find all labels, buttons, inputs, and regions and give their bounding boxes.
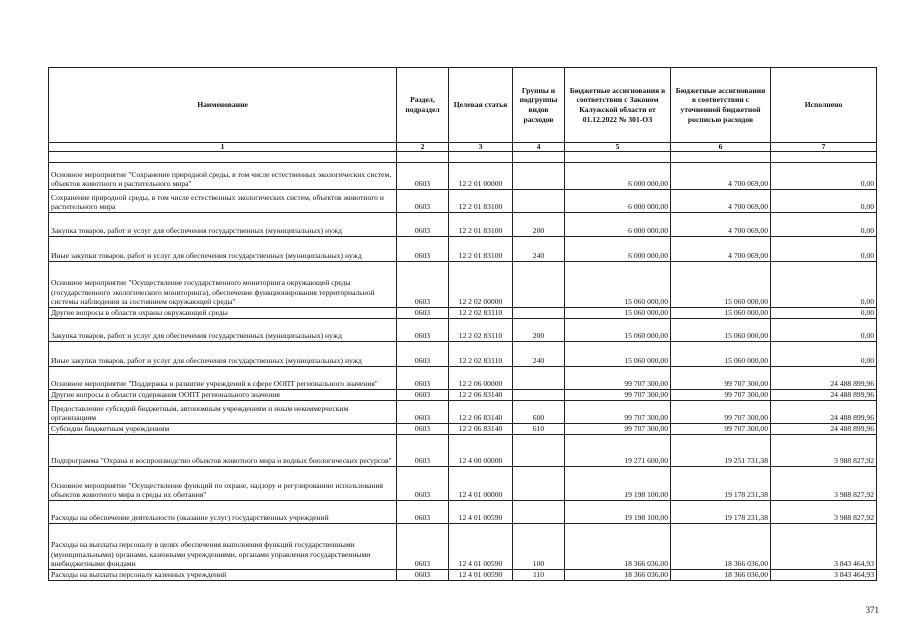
row-group-cell (513, 367, 565, 390)
row-article-cell: 12 2 06 00000 (449, 367, 513, 390)
row-name-cell: Субсидии бюджетным учреждениям (49, 424, 397, 435)
table-row (49, 390, 877, 401)
table-row (49, 501, 877, 524)
row-article-cell: 12 2 06 83140 (449, 424, 513, 435)
row-article-cell: 12 2 06 83140 (449, 390, 513, 401)
row-revised-cell: 15 060 000,00 (671, 262, 771, 308)
table-row (49, 342, 877, 367)
table-body (49, 152, 877, 581)
table-row (49, 424, 877, 435)
row-name-cell: Закупка товаров, работ и услуг для обеспечения государственных (муниципальных) нужд (49, 213, 397, 237)
row-budget-cell: 6 000 000,00 (565, 163, 671, 190)
row-revised-cell: 19 251 731,38 (671, 435, 771, 467)
row-name-cell: Иные закупки товаров, работ и услуг для обеспечения государственных (муниципальных) нужд (49, 237, 397, 262)
row-group-cell (513, 163, 565, 190)
row-executed-cell: 24 488 899,96 (771, 401, 877, 424)
page-number: 371 (865, 605, 879, 615)
column-number: 1 (49, 143, 397, 152)
row-budget-cell: 15 060 000,00 (565, 308, 671, 319)
row-name-cell: Другие вопросы в области охраны окружающей среды (49, 308, 397, 319)
row-executed-cell: 0,00 (771, 342, 877, 367)
row-revised-cell: 15 060 000,00 (671, 308, 771, 319)
table-row (49, 237, 877, 262)
table-row (49, 401, 877, 424)
row-revised-cell: 99 707 300,00 (671, 424, 771, 435)
table-row (49, 308, 877, 319)
row-group-cell (513, 467, 565, 501)
table-row (49, 524, 877, 570)
row-executed-cell: 0,00 (771, 262, 877, 308)
row-executed-cell: 3 843 464,93 (771, 570, 877, 581)
row-group-cell (513, 308, 565, 319)
row-article-cell: 12 2 02 83110 (449, 342, 513, 367)
row-section-cell: 0603 (397, 308, 449, 319)
row-executed-cell: 0,00 (771, 163, 877, 190)
row-budget-cell: 99 707 300,00 (565, 367, 671, 390)
row-article-cell: 12 4 01 00590 (449, 570, 513, 581)
table-row (49, 467, 877, 501)
row-executed-cell: 0,00 (771, 319, 877, 342)
row-group-cell: 240 (513, 237, 565, 262)
row-group-cell: 200 (513, 213, 565, 237)
row-executed-cell: 24 488 899,96 (771, 390, 877, 401)
row-revised-cell: 4 700 069,00 (671, 163, 771, 190)
column-number: 5 (565, 143, 671, 152)
row-name-cell: Расходы на выплаты персоналу в целях обеспечения выполнения функций государственными (муниципальными) органами, казенными учреждениями, органами управления государственными внебюджетными фондами (49, 524, 397, 570)
row-name-cell: Сохранение природной среды, в том числе естественных экологических систем, объектов животного и растительного мира (49, 190, 397, 213)
header-name: Наименование (49, 68, 397, 143)
row-section-cell: 0603 (397, 524, 449, 570)
row-budget-cell: 6 000 000,00 (565, 190, 671, 213)
row-group-cell: 610 (513, 424, 565, 435)
row-budget-cell: 19 198 100,00 (565, 501, 671, 524)
row-section-cell: 0603 (397, 467, 449, 501)
row-section-cell: 0603 (397, 342, 449, 367)
row-name-cell: Другие вопросы в области содержания ООПТ регионального значения (49, 390, 397, 401)
row-section-cell: 0603 (397, 390, 449, 401)
row-budget-cell: 19 198 100,00 (565, 467, 671, 501)
row-name-cell: Подпрограмма "Охрана и воспроизводство объектов животного мира и водных биологических ресурсов" (49, 435, 397, 467)
row-name-cell: Основное мероприятие "Осуществление государственного мониторинга окружающей среды (государственного экологического мониторинга), обеспечение функционирования территориальной системы наблюдения за состоянием окружающей среды" (49, 262, 397, 308)
table-row (49, 319, 877, 342)
row-executed-cell: 24 488 899,96 (771, 424, 877, 435)
row-name-cell: Основное мероприятие "Осуществление функций по охране, надзору и регулированию использования объектов животного мира и среды их обитания" (49, 467, 397, 501)
column-number: 2 (397, 143, 449, 152)
row-name-cell: Основное мероприятие "Поддержка и развитие учреждений в сфере ООПТ регионального значения" (49, 367, 397, 390)
row-revised-cell: 4 700 069,00 (671, 237, 771, 262)
row-budget-cell: 99 707 300,00 (565, 390, 671, 401)
row-article-cell: 12 2 01 83100 (449, 213, 513, 237)
row-revised-cell: 99 707 300,00 (671, 401, 771, 424)
table-row (49, 190, 877, 213)
row-revised-cell: 19 178 231,38 (671, 467, 771, 501)
row-name-cell: Расходы на выплаты персоналу казенных учреждений (49, 570, 397, 581)
row-group-cell: 100 (513, 524, 565, 570)
row-section-cell: 0603 (397, 237, 449, 262)
row-revised-cell: 18 366 036,00 (671, 524, 771, 570)
row-article-cell: 12 2 02 83110 (449, 319, 513, 342)
table-row (49, 367, 877, 390)
column-number: 6 (671, 143, 771, 152)
row-name-cell: Предоставление субсидий бюджетным, автономным учреждениям и иным некоммерческим организациям (49, 401, 397, 424)
header-expense-groups: Группы и подгруппы видов расходов (513, 68, 565, 143)
row-budget-cell: 18 366 036,00 (565, 524, 671, 570)
row-revised-cell: 18 366 036,00 (671, 570, 771, 581)
row-revised-cell: 99 707 300,00 (671, 367, 771, 390)
row-budget-cell: 18 366 036,00 (565, 570, 671, 581)
row-executed-cell: 3 988 827,92 (771, 501, 877, 524)
row-group-cell (513, 435, 565, 467)
row-executed-cell: 3 988 827,92 (771, 467, 877, 501)
row-budget-cell: 99 707 300,00 (565, 424, 671, 435)
row-group-cell: 600 (513, 401, 565, 424)
row-revised-cell: 15 060 000,00 (671, 319, 771, 342)
row-revised-cell: 15 060 000,00 (671, 342, 771, 367)
row-revised-cell: 99 707 300,00 (671, 390, 771, 401)
row-group-cell (513, 501, 565, 524)
header-budget-revised: Бюджетные ассигнования в соответствии с уточненной бюджетной росписью расходов (671, 68, 771, 143)
row-article-cell: 12 4 00 00000 (449, 435, 513, 467)
row-budget-cell: 6 000 000,00 (565, 237, 671, 262)
header-budget-law: Бюджетные ассигнования в соответствии с Законом Калужской области от 01.12.2022 № 301-ОЗ (565, 68, 671, 143)
row-article-cell: 12 4 01 00000 (449, 467, 513, 501)
row-section-cell: 0603 (397, 367, 449, 390)
row-group-cell: 240 (513, 342, 565, 367)
row-article-cell: 12 4 01 00590 (449, 501, 513, 524)
row-budget-cell: 15 060 000,00 (565, 262, 671, 308)
row-budget-cell: 6 000 000,00 (565, 213, 671, 237)
row-name-cell: Основное мероприятие "Сохранение природной среды, в том числе естественных экологических систем, объектов животного и растительного мира" (49, 163, 397, 190)
column-number: 3 (449, 143, 513, 152)
header-target-article: Целевая статья (449, 68, 513, 143)
column-number-row (49, 143, 877, 152)
row-executed-cell: 0,00 (771, 213, 877, 237)
row-revised-cell: 4 700 069,00 (671, 190, 771, 213)
row-section-cell: 0603 (397, 262, 449, 308)
row-article-cell: 12 2 02 83110 (449, 308, 513, 319)
header-executed: Исполнено (771, 68, 877, 143)
table-row (49, 262, 877, 308)
row-group-cell (513, 262, 565, 308)
row-budget-cell: 15 060 000,00 (565, 319, 671, 342)
row-section-cell: 0603 (397, 501, 449, 524)
row-section-cell: 0603 (397, 213, 449, 237)
table-row (49, 213, 877, 237)
row-article-cell: 12 2 02 00000 (449, 262, 513, 308)
row-executed-cell: 3 988 827,92 (771, 435, 877, 467)
header-section: Раздел, подраздел (397, 68, 449, 143)
row-budget-cell: 99 707 300,00 (565, 401, 671, 424)
row-budget-cell: 15 060 000,00 (565, 342, 671, 367)
row-executed-cell: 0,00 (771, 308, 877, 319)
row-executed-cell: 3 843 464,93 (771, 524, 877, 570)
row-article-cell: 12 2 01 83100 (449, 190, 513, 213)
table-header-row (49, 68, 877, 143)
column-number: 7 (771, 143, 877, 152)
row-section-cell: 0603 (397, 401, 449, 424)
column-number: 4 (513, 143, 565, 152)
row-group-cell: 200 (513, 319, 565, 342)
row-group-cell (513, 390, 565, 401)
row-section-cell: 0603 (397, 319, 449, 342)
row-executed-cell: 0,00 (771, 237, 877, 262)
row-section-cell: 0603 (397, 190, 449, 213)
row-name-cell: Закупка товаров, работ и услуг для обеспечения государственных (муниципальных) нужд (49, 319, 397, 342)
row-name-cell: Иные закупки товаров, работ и услуг для обеспечения государственных (муниципальных) нужд (49, 342, 397, 367)
row-article-cell: 12 2 01 83100 (449, 237, 513, 262)
row-executed-cell: 24 488 899,96 (771, 367, 877, 390)
row-article-cell: 12 4 01 00590 (449, 524, 513, 570)
table-row (49, 570, 877, 581)
table-row (49, 163, 877, 190)
row-revised-cell: 19 178 231,38 (671, 501, 771, 524)
row-group-cell: 110 (513, 570, 565, 581)
row-section-cell: 0603 (397, 570, 449, 581)
row-section-cell: 0603 (397, 163, 449, 190)
row-revised-cell: 4 700 069,00 (671, 213, 771, 237)
row-article-cell: 12 2 06 83140 (449, 401, 513, 424)
budget-execution-table (48, 67, 877, 581)
row-group-cell (513, 190, 565, 213)
row-section-cell: 0603 (397, 424, 449, 435)
row-name-cell: Расходы на обеспечение деятельности (оказание услуг) государственных учреждений (49, 501, 397, 524)
row-section-cell: 0603 (397, 435, 449, 467)
row-executed-cell: 0,00 (771, 190, 877, 213)
row-article-cell: 12 2 01 00000 (449, 163, 513, 190)
spacer-row (49, 152, 877, 163)
row-budget-cell: 19 271 600,00 (565, 435, 671, 467)
table-row (49, 435, 877, 467)
